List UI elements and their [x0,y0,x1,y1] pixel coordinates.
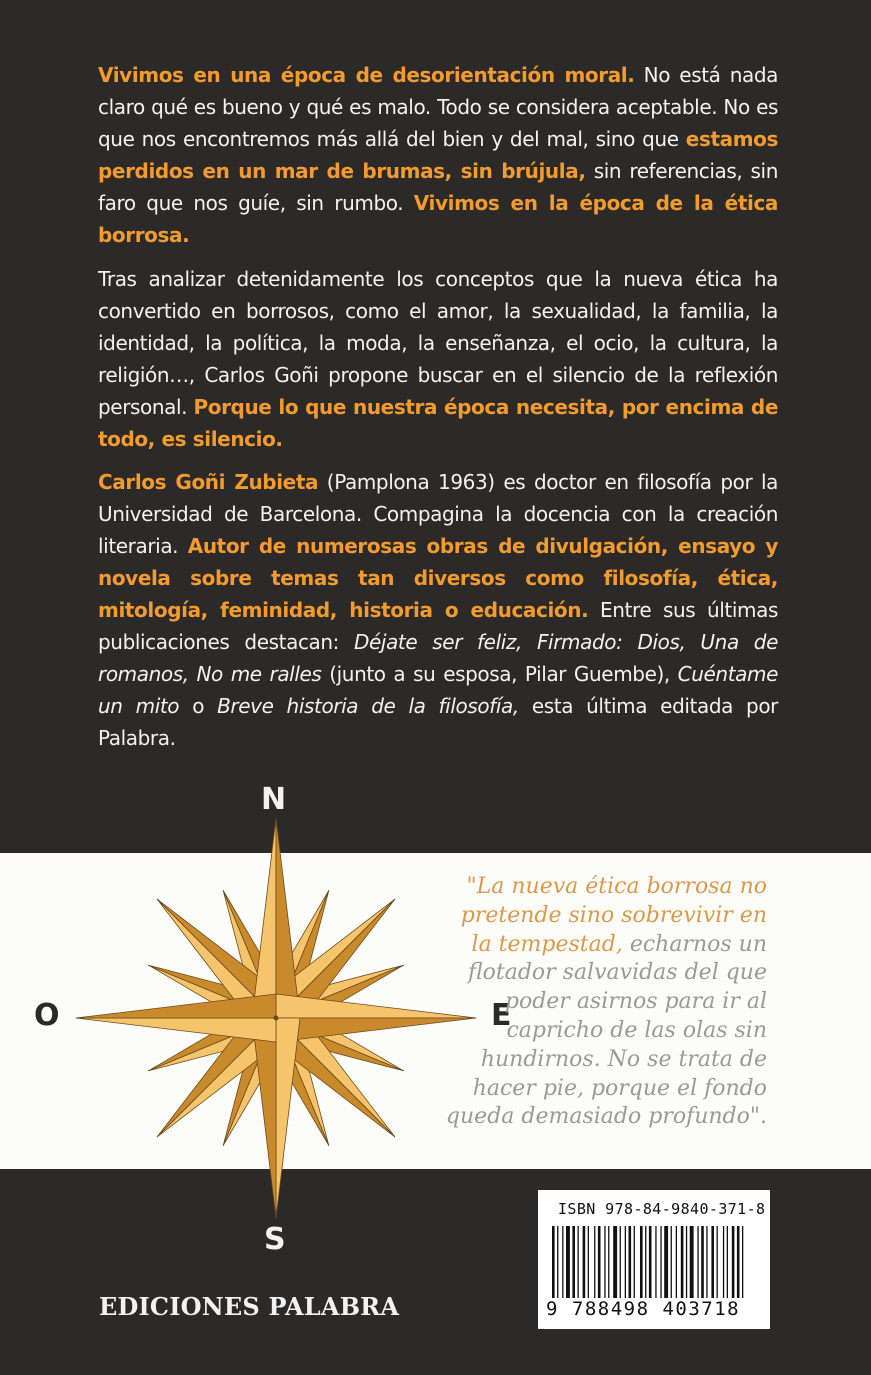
barcode-bar [613,1226,617,1298]
text-run: "La nueva ética borrosa no pretende sino sobrevivir en la tempestad, [460,874,767,957]
text-run: Vivimos en una época de desorientación moral. [98,63,635,87]
barcode-bar [572,1226,575,1298]
text-run: Déjate ser feliz, Firmado: Dios, Una de romanos, No me ralles [98,630,778,686]
barcode-bar [742,1226,743,1298]
barcode-bar [634,1226,635,1298]
compass-west-label: O [34,998,60,1033]
compass-south-label: S [264,1222,286,1257]
barcode-bar [676,1226,677,1298]
barcode-bar [620,1226,621,1298]
text-run: Porque lo que nuestra época necesita, por encima de todo, es silencio. [98,395,778,451]
text-run: Carlos Goñi Zubieta [98,470,319,494]
isbn-barcode-box [538,1190,770,1329]
barcode-bar [681,1226,684,1298]
barcode-bar [588,1226,589,1298]
barcode-bar [625,1226,626,1298]
pull-quote [437,873,767,1132]
barcode-bar [629,1226,632,1298]
text-run: estamos perdidos en un mar de brumas, sin brújula, [98,127,778,183]
text-run: echarnos un flotador salvavidas del que poder asirnos para ir al capricho de las olas sin hundirnos. No se trata de hacer pie, porque el fondo queda demasiado profundo". [445,931,767,1130]
barcode-bar [594,1226,595,1298]
text-run: Autor de numerosas obras de divulgación, ensayo y novela sobre temas tan diversos como filosofía, ética, mitología, feminidad, historia o educación. [98,534,778,622]
synopsis-paragraph-1 [98,59,778,251]
compass-east-label: E [491,998,512,1033]
barcode-bar [727,1226,728,1298]
barcode-bar [655,1226,656,1298]
text-run: sin referencias, sin faro que nos guíe, sin rumbo. [98,159,778,215]
barcode-bar [711,1226,714,1298]
text-run: Breve historia de la filosofía, [217,694,519,718]
text-run: (Pamplona 1963) es doctor en filosofía por la Universidad de Barcelona. Compagina la docencia con la creación literaria. [98,470,778,558]
barcode-digits: 9 788498 403718 [546,1298,741,1320]
barcode-bar [645,1226,646,1298]
barcode-bar [732,1226,735,1298]
barcode-bar [557,1226,558,1298]
barcode-icon [550,1226,758,1298]
barcode-bar [552,1226,555,1298]
barcode-bar [706,1226,707,1298]
barcode-bar [664,1226,668,1298]
barcode-bar [686,1226,687,1298]
barcode-bar [717,1226,718,1298]
barcode-bar [608,1226,609,1298]
barcode-bar [583,1226,586,1298]
barcode-bar [562,1226,563,1298]
text-run: Vivimos en la época de la ética borrosa. [98,191,778,247]
publisher-name: EDICIONES PALABRA [99,1292,400,1321]
barcode-bar [604,1226,605,1298]
synopsis-paragraph-2 [98,263,778,455]
text-run: esta última editada por Palabra. [98,694,778,750]
barcode-bar [737,1226,740,1298]
barcode-bar [671,1226,672,1298]
barcode-bar [697,1226,698,1298]
text-run: o [179,694,218,718]
barcode-bar [598,1226,601,1298]
text-run: Entre sus últimas publicaciones destacan: [98,598,778,654]
barcode-bar [649,1226,652,1298]
barcode-bar [690,1226,694,1298]
author-bio-paragraph [98,466,778,754]
text-run: (junto a su esposa, Pilar Guembe), [321,662,678,686]
isbn-label: ISBN 978-84-9840-371-8 [558,1200,766,1218]
text-run: Tras analizar detenidamente los conceptos que la nueva ética ha convertido en borrosos, como el amor, la sexualidad, la familia, la identidad, la política, la moda, la enseñanza, el ocio, la cultura, la religión…, Carlos Goñi propone buscar en el silencio de la reflexión personal. [98,267,778,419]
barcode-bar [723,1226,724,1298]
barcode-bar [566,1226,570,1298]
text-run: Cuéntame un mito [98,662,778,718]
barcode-bar [640,1226,643,1298]
barcode-bar [578,1226,579,1298]
barcode-bar [701,1226,704,1298]
compass-north-label: N [261,782,287,817]
barcode-bar [660,1226,661,1298]
text-run: No está nada claro qué es bueno y qué es malo. Todo se considera aceptable. No es que nos encontremos más allá del bien y del mal, sino que [98,63,778,151]
